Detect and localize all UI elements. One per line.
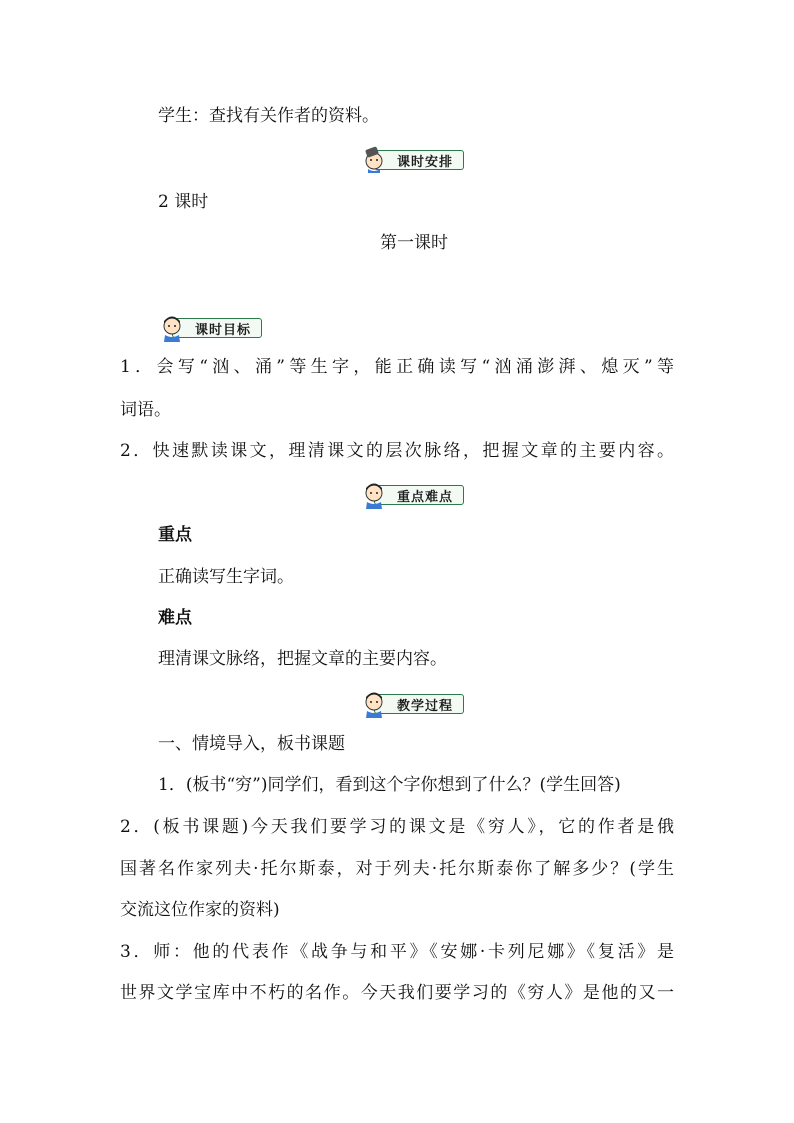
badge-lesson-schedule (360, 148, 464, 172)
badge-label: 重点难点 (374, 485, 464, 505)
step-2-line-3: 交流这位作家的资料) (120, 900, 280, 920)
badge-label: 课时目标 (172, 318, 262, 338)
badge-key-difficult-points (360, 483, 464, 507)
objective-1-line-1: 1．会写“汹、涌”等生字，能正确读写“汹涌澎湃、熄灭”等 (120, 357, 674, 377)
objective-2: 2．快速默读课文，理清课文的层次脉络，把握文章的主要内容。 (120, 441, 674, 461)
key-point-text: 正确读写生字词。 (158, 567, 294, 587)
student-mascot-icon (360, 481, 388, 509)
student-mascot-icon (360, 690, 388, 718)
text-line-1: 学生：查找有关作者的资料。 (158, 106, 379, 126)
difficult-point-heading: 难点 (158, 608, 192, 628)
step-2-line-1: 2．(板书课题)今天我们要学习的课文是《穷人》，它的作者是俄 (120, 817, 674, 837)
student-mascot-icon (158, 314, 186, 342)
objective-1-line-2: 词语。 (120, 400, 171, 420)
section-1-heading: 一、情境导入，板书课题 (158, 734, 345, 754)
badge-teaching-process (360, 692, 464, 716)
key-point-heading: 重点 (158, 525, 192, 545)
step-1: 1．(板书“穷”)同学们，看到这个字你想到了什么？(学生回答) (158, 775, 621, 795)
step-2-line-2: 国著名作家列夫·托尔斯泰，对于列夫·托尔斯泰你了解多少？(学生 (120, 859, 674, 879)
difficult-point-text: 理清课文脉络，把握文章的主要内容。 (158, 649, 447, 669)
badge-lesson-objectives (158, 316, 262, 340)
section-heading-first-lesson: 第一课时 (380, 233, 448, 253)
text-line-2: 2 课时 (158, 192, 209, 212)
step-3-line-2: 世界文学宝库中不朽的名作。今天我们要学习的《穷人》是他的又一 (120, 983, 674, 1003)
chef-mascot-icon (360, 146, 388, 174)
step-3-line-1: 3．师：他的代表作《战争与和平》《安娜·卡列尼娜》《复活》是 (120, 942, 674, 962)
badge-label: 课时安排 (374, 150, 464, 170)
badge-label: 教学过程 (374, 694, 464, 714)
